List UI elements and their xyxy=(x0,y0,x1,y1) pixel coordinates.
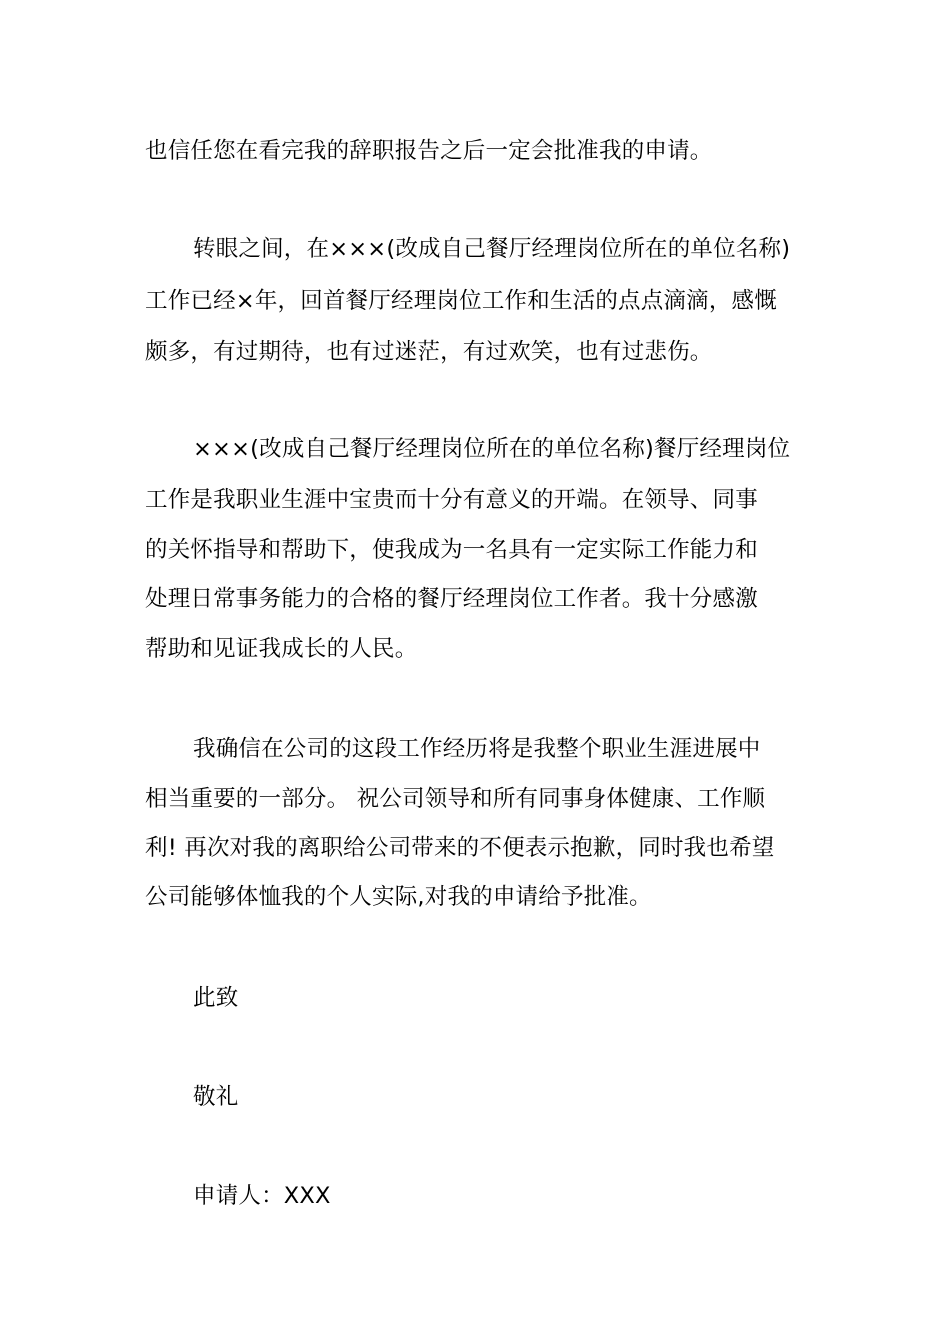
paragraph-4-line-4: 公司能够体恤我的个人实际,对我的申请给予批准。 xyxy=(145,884,652,910)
paragraph-4-line-2: 相当重要的一部分。 祝公司领导和所有同事身体健康、工作顺 xyxy=(145,786,766,812)
paragraph-4-line-1: 我确信在公司的这段工作经历将是我整个职业生涯进展中 xyxy=(193,736,761,762)
paragraph-2-line-2: 工作已经×年，回首餐厅经理岗位工作和生活的点点滴滴，感慨 xyxy=(145,288,777,314)
paragraph-3-line-2: 工作是我职业生涯中宝贵而十分有意义的开端。在领导、同事 xyxy=(145,487,758,513)
paragraph-3-line-1: ×××(改成自己餐厅经理岗位所在的单位名称)餐厅经理岗位 xyxy=(193,436,791,462)
paragraph-3-line-4: 处理日常事务能力的合格的餐厅经理岗位工作者。我十分感激 xyxy=(145,586,758,612)
paragraph-4-line-3: 利! 再次对我的离职给公司带来的不便表示抱歉，同时我也希望 xyxy=(145,835,775,861)
paragraph-2-line-1: 转眼之间，在×××(改成自己餐厅经理岗位所在的单位名称) xyxy=(193,236,791,262)
paragraph-3-line-5: 帮助和见证我成长的人民。 xyxy=(145,636,418,662)
closing-regards: 敬礼 xyxy=(193,1084,239,1110)
paragraph-1-line-1: 也信任您在看完我的辞职报告之后一定会批准我的申请。 xyxy=(145,138,713,164)
applicant-signature: 申请人：XXX xyxy=(193,1183,331,1209)
paragraph-3-line-3: 的关怀指导和帮助下，使我成为一名具有一定实际工作能力和 xyxy=(145,537,758,563)
paragraph-2-line-3: 颇多，有过期待，也有过迷茫，有过欢笑，也有过悲伤。 xyxy=(145,339,713,365)
closing-salutation: 此致 xyxy=(193,985,239,1011)
